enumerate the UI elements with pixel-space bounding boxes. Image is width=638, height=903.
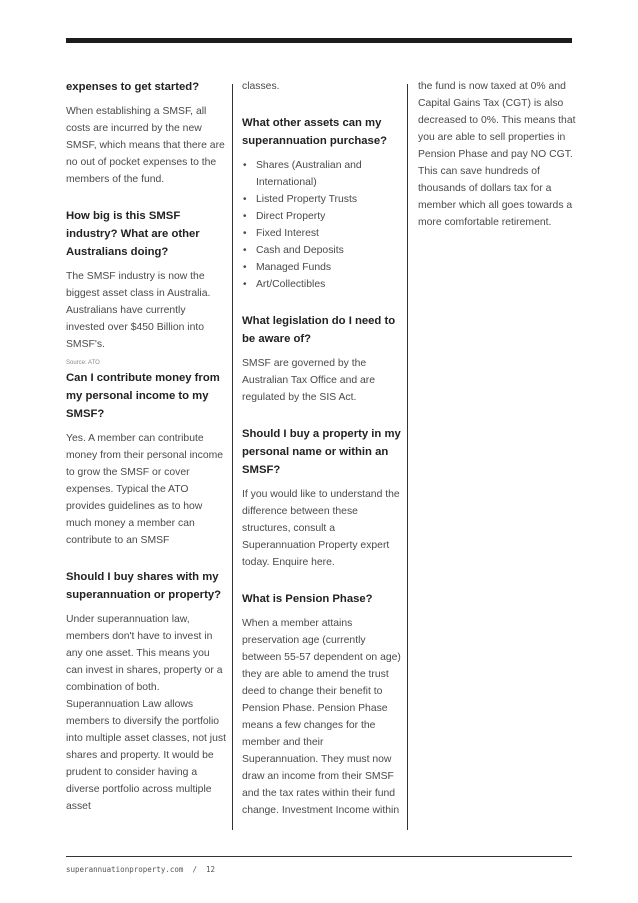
footer-separator: / [192, 865, 197, 874]
list-item: • Listed Property Trusts [242, 191, 402, 208]
column-3 [418, 78, 578, 231]
asset-list [242, 157, 402, 293]
bullet-icon: • [243, 245, 247, 256]
bullet-icon: • [243, 160, 247, 171]
heading-legislation: What legislation do I need to be aware of? [242, 315, 396, 345]
bullet-icon: • [243, 211, 247, 222]
bottom-rule [66, 856, 572, 857]
heading-expenses: expenses to get started? [66, 81, 200, 93]
bullet-icon: • [243, 228, 247, 239]
heading-shares-or-property: Should I buy shares with my superannuation or property? [66, 571, 222, 601]
paragraph-contribute: Yes. A member can contribute money from their personal income to grow the SMSF or cover expenses. Typical the ATO provides guidelines as to how much money a member can contribute to an SMSF [66, 433, 224, 546]
page-number: 12 [205, 865, 216, 874]
heading-industry-size: How big is this SMSF industry? What are other Australians doing? [66, 210, 200, 258]
paragraph-legislation: SMSF are governed by the Australian Tax Office and are regulated by the SIS Act. [242, 358, 376, 403]
paragraph-shares-or-property: Under superannuation law, members don't have to invest in any one asset. This means you can invest in shares, property or a combination of both. Superannuation Law allows members to diversify the portfolio into multiple asset classes, not just shares and property. It would be prudent to consider having a diverse portfolio across multiple asset [66, 614, 226, 812]
list-item: • Direct Property [242, 208, 402, 225]
heading-contribute: Can I contribute money from my personal income to my SMSF? [66, 372, 220, 420]
column-2 [242, 78, 402, 819]
heading-pension-phase: What is Pension Phase? [242, 593, 373, 605]
paragraph-property-name-or-smsf: If you would like to understand the difference between these structures, consult a Superannuation Property expert today. Enquire here. [242, 489, 400, 568]
paragraph-pension-continued: the fund is now taxed at 0% and Capital Gains Tax (CGT) is also decreased to 0%. This means that you are able to sell properties in Pension Phase and pay NO CGT. This can save hundreds of thousands of dollars tax for a member which all goes towards a more comfortable retirement. [418, 81, 576, 228]
bullet-icon: • [243, 262, 247, 273]
paragraph-expenses: When establishing a SMSF, all costs are incurred by the new SMSF, which means that there are no out of pocket expenses to the members of the fund. [66, 106, 225, 185]
bullet-icon: • [243, 194, 247, 205]
list-item: • Shares (Australian and International) [242, 157, 402, 191]
page-footer [66, 864, 215, 876]
top-rule [66, 38, 572, 43]
column-1 [66, 78, 226, 815]
footer-site: superannuationproperty.com [66, 865, 184, 874]
list-item: • Fixed Interest [242, 225, 402, 242]
paragraph-classes-continued: classes. [242, 81, 280, 92]
list-item: • Managed Funds [242, 259, 402, 276]
paragraph-industry-size: The SMSF industry is now the biggest asset class in Australia. Australians have currently invested over $450 Billion into SMSF's. [66, 271, 211, 350]
paragraph-pension-phase: When a member attains preservation age (currently between 55-57 dependent on age) they are able to amend the trust deed to change their benefit to Pension Phase. Pension Phase means a few changes for the member and their Superannuation. They must now draw an income from their SMSF and the tax rates within their fund change. Investment Income within [242, 618, 401, 816]
heading-property-name-or-smsf: Should I buy a property in my personal name or within an SMSF? [242, 428, 401, 476]
heading-other-assets: What other assets can my superannuation purchase? [242, 117, 388, 147]
column-divider-1 [232, 84, 233, 830]
bullet-icon: • [243, 279, 247, 290]
source-note: Source: ATO [66, 360, 100, 366]
list-item: • Cash and Deposits [242, 242, 402, 259]
list-item: • Art/Collectibles [242, 276, 402, 293]
column-divider-2 [407, 84, 408, 830]
